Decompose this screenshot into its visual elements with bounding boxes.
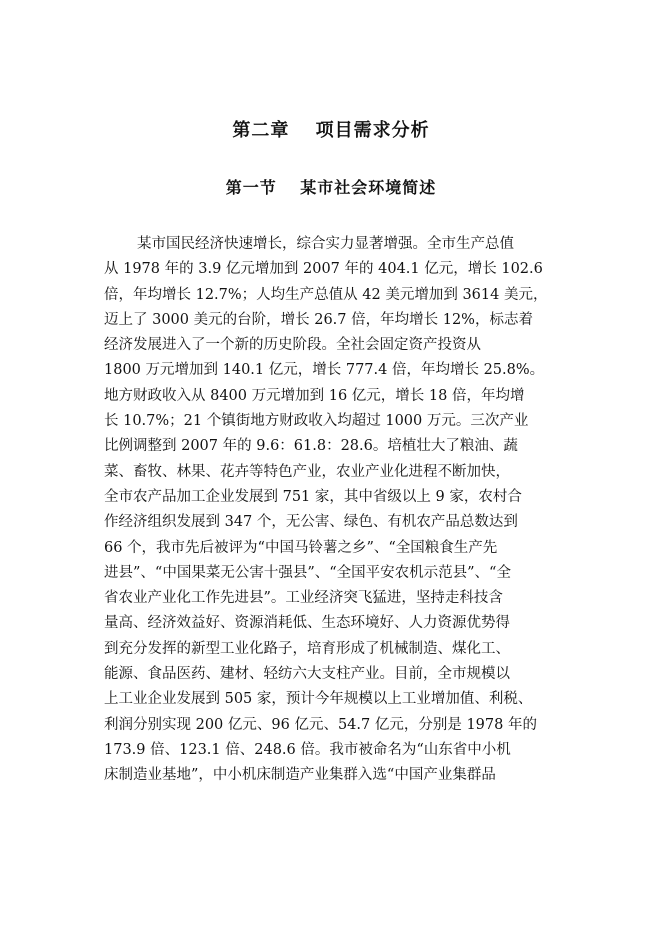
paragraph-line: 某市国民经济快速增长，综合实力显著增强。全市生产总值: [137, 236, 514, 252]
paragraph-line: 到充分发挥的新型工业化路子，培育形成了机械制造、煤化工、: [104, 640, 510, 657]
paragraph-line: 迈上了 3000 美元的台阶，增长 26.7 倍，年均增长 12%，标志着: [104, 311, 533, 328]
body-paragraph: [104, 232, 584, 789]
paragraph-line: 从 1978 年的 3.9 亿元增加到 2007 年的 404.1 亿元，增长 102.6: [104, 261, 543, 278]
paragraph-line: 1800 万元增加到 140.1 亿元，增长 777.4 倍，年均增长 25.8%。: [104, 362, 545, 379]
paragraph-line: 66 个，我市先后被评为“中国马铃薯之乡”、“全国粮食生产先: [104, 539, 498, 556]
paragraph-line: 全市农产品加工企业发展到 751 家，其中省级以上 9 家，农村合: [104, 488, 522, 505]
paragraph-line: 省农业产业化工作先进县”。工业经济突飞猛进，坚持走科技含: [104, 590, 503, 607]
section-title: 第一节 某市社会环境简述: [225, 178, 437, 197]
paragraph-line: 经济发展进入了一个新的历史阶段。全社会固定资产投资从: [104, 337, 481, 354]
paragraph-line: 上工业企业发展到 505 家，预计今年规模以上工业增加值、利税、: [104, 691, 533, 708]
paragraph-line: 比例调整到 2007 年的 9.6：61.8：28.6。培植壮大了粮油、蔬: [104, 438, 518, 455]
paragraph-line: 173.9 倍、123.1 倍、248.6 倍。我市被命名为“山东省中小机: [104, 741, 511, 758]
paragraph-line: 长 10.7%；21 个镇街地方财政收入均超过 1000 万元。三次产业: [104, 413, 529, 430]
paragraph-line: 倍，年均增长 12.7%；人均生产总值从 42 美元增加到 3614 美元，: [104, 286, 548, 303]
chapter-title: 第二章 项目需求分析: [232, 120, 430, 141]
paragraph-line: 菜、畜牧、林果、花卉等特色产业，农业产业化进程不断加快，: [104, 463, 510, 480]
paragraph-line: 作经济组织发展到 347 个，无公害、绿色、有机农产品总数达到: [104, 514, 518, 531]
paragraph-line: 能源、食品医药、建材、轻纺六大支柱产业。目前，全市规模以: [104, 666, 510, 683]
paragraph-line: 床制造业基地”，中小机床制造产业集群入选“中国产业集群品: [104, 767, 496, 784]
paragraph-line: 利润分别实现 200 亿元、96 亿元、54.7 亿元，分别是 1978 年的: [104, 716, 537, 733]
paragraph-line: 地方财政收入从 8400 万元增加到 16 亿元，增长 18 倍，年均增: [104, 387, 525, 404]
paragraph-line: 进县”、“中国果菜无公害十强县”、“全国平安农机示范县”、“全: [104, 564, 511, 581]
paragraph-line: 量高、经济效益好、资源消耗低、生态环境好、人力资源优势得: [104, 615, 510, 632]
